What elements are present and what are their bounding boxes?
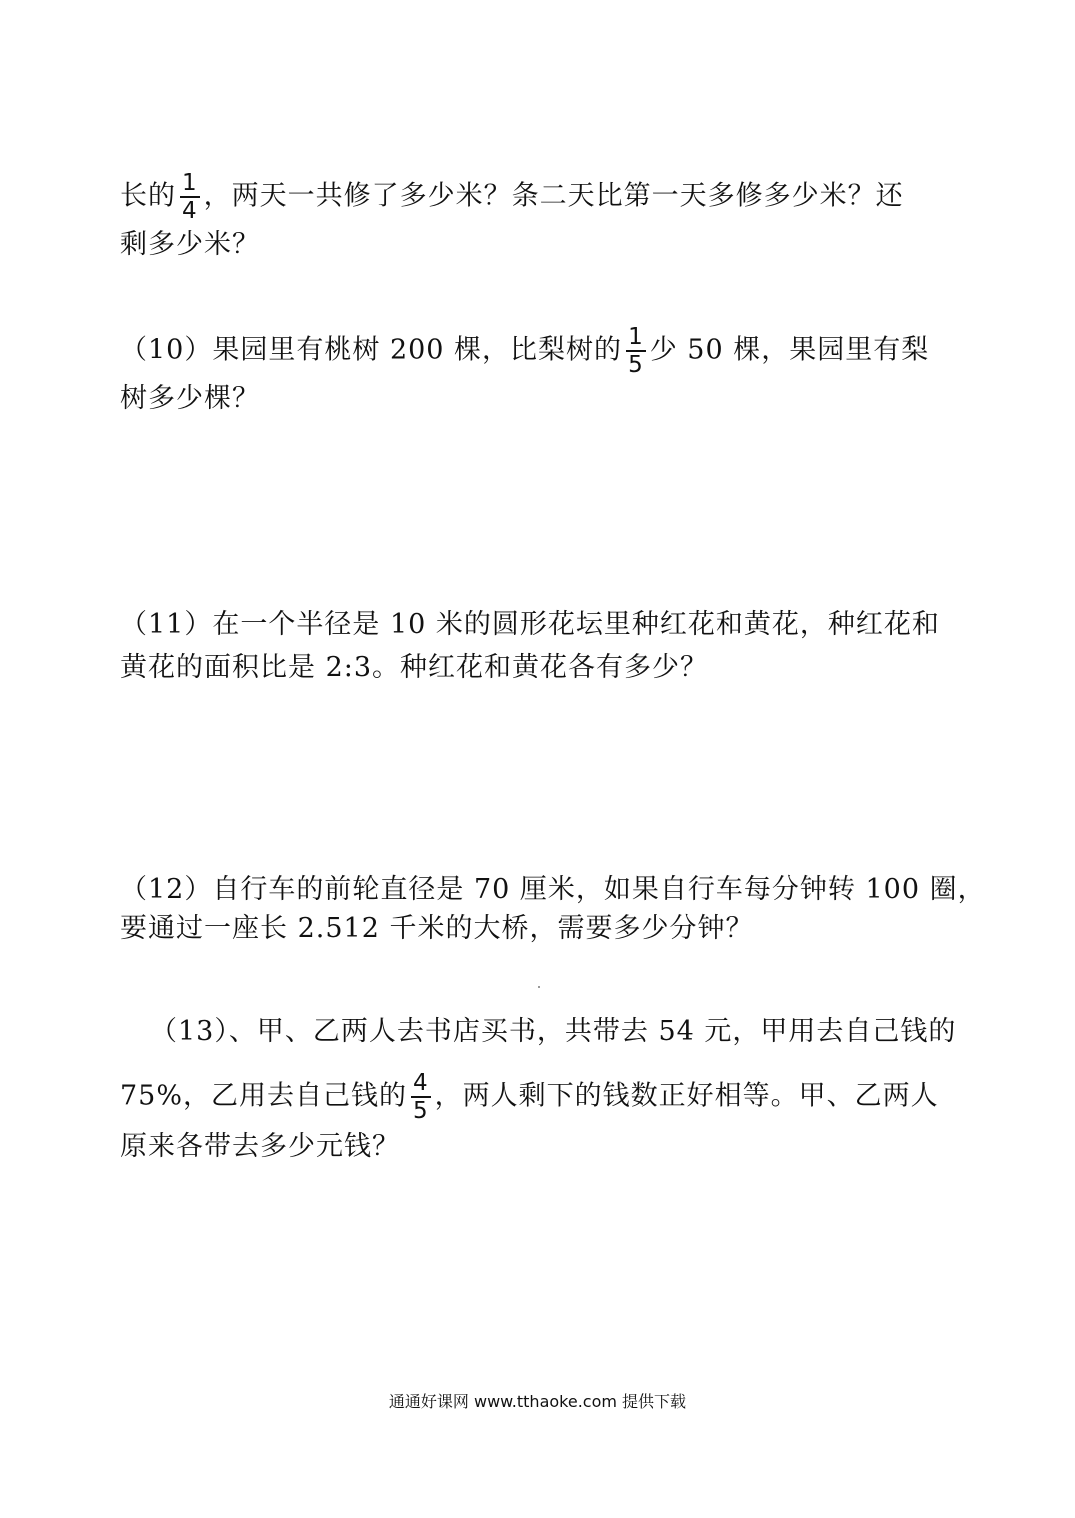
problem-13-text: （13）、甲、乙两人去书店买书，共带去 54 元，甲用去自己钱的 [150, 1016, 957, 1047]
problem-10-text: 树多少棵？ [120, 383, 260, 414]
problem-9-line-2 [120, 228, 260, 262]
problem-12-line-2 [120, 912, 753, 946]
problem-11-line-2 [120, 651, 708, 685]
fraction-denominator: 5 [628, 352, 644, 378]
problem-13-line-2 [120, 1070, 939, 1124]
problem-13-text-after-fraction: ，两人剩下的钱数正好相等。甲、乙两人 [434, 1080, 939, 1112]
fraction-numerator: 4 [413, 1070, 429, 1096]
problem-11-text: （11）在一个半径是 10 米的圆形花坛里种红花和黄花，种红花和 [120, 609, 940, 640]
problem-10-line-1 [120, 324, 929, 378]
fraction-one-quarter [180, 170, 200, 224]
problem-13-text-before-fraction: 75%，乙用去自己钱的 [120, 1080, 408, 1112]
fraction-denominator: 5 [413, 1098, 429, 1124]
fraction-numerator: 1 [182, 170, 198, 196]
problem-10-line-2 [120, 382, 260, 416]
problem-10-text-before-fraction: （10）果园里有桃树 200 棵，比梨树的 [120, 334, 623, 366]
stray-dot [538, 986, 540, 988]
page-footer: 通通好课网 www.tthaoke.com 提供下载 [388, 1392, 687, 1411]
fraction-numerator: 1 [628, 324, 644, 350]
problem-11-line-1 [120, 608, 940, 642]
problem-13-line-1 [150, 1015, 956, 1049]
problem-9-text: 剩多少米？ [120, 229, 260, 260]
problem-9-text-after-fraction: ，两天一共修了多少米？条二天比第一天多修多少米？还 [203, 180, 904, 212]
fraction-one-fifth [626, 324, 646, 378]
problem-13-text: 原来各带去多少元钱？ [120, 1131, 400, 1162]
problem-12-text: （12）自行车的前轮直径是 70 厘米，如果自行车每分钟转 100 圈， [120, 874, 986, 905]
problem-9-text-before-fraction: 长的 [120, 180, 176, 212]
problem-10-text-after-fraction: 少 50 棵，果园里有梨 [649, 334, 930, 366]
problem-13-line-3 [120, 1130, 400, 1164]
problem-9-line-1 [120, 170, 904, 224]
problem-12-text: 要通过一座长 2.512 千米的大桥，需要多少分钟？ [120, 913, 754, 944]
fraction-denominator: 4 [182, 198, 198, 224]
fraction-four-fifths [411, 1070, 431, 1124]
problem-12-line-1 [120, 873, 986, 907]
problem-11-text: 黄花的面积比是 2:3。种红花和黄花各有多少？ [120, 652, 709, 683]
